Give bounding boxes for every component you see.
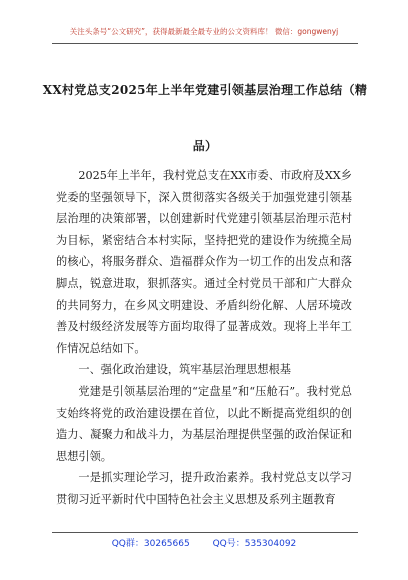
document-body xyxy=(56,165,352,511)
section-heading: 一、强化政治建设，筑牢基层治理思想根基 xyxy=(78,363,291,377)
paragraph: 一是抓实理论学习，提升政治素养。我村党总支以学习贯彻习近平新时代中国特色社会主义思想及系列主题教育 xyxy=(56,471,352,506)
header-divider xyxy=(52,43,358,44)
document-title: XX村党总支2025年上半年党建引领基层治理工作总结（精品） xyxy=(42,83,368,153)
paragraph: 党建是引领基层治理的“定盘星”和“压舱石”。我村党总支始终将党的政治建设摆在首位，以此不断提高党组织的创造力、凝聚力和战斗力，为基层治理提供坚强的政治保证和思想引领。 xyxy=(56,384,352,463)
footer-divider xyxy=(52,532,358,533)
qq-number: QQ号：535304092 xyxy=(212,539,297,549)
paragraph-intro: 2025年上半年，我村党总支在XX市委、市政府及XX乡党委的坚强领导下，深入贯彻落实各级关于加强党建引领基层治理的决策部署，以创建新时代党建引领基层治理示范村为目标，紧密结合本村实际，坚持把党的建设作为统揽全局的核心，将服务群众、造福群众作为一切工作的出发点和落脚点，锐意进取，狠抓落实。通过全村党员干部和广大群众的共同努力，在乡风文明建设、矛盾纠纷化解、人居环境改善及村级经济发展等方面均取得了显著成效。现将上半年工作情况总结如下。 xyxy=(56,169,352,355)
header-banner: 关注头条号“公文研究”，获得最新最全最专业的公文资料库！ 微信：gongwenyj xyxy=(69,27,339,36)
footer xyxy=(0,536,408,549)
qq-group: QQ群：30265665 xyxy=(111,539,190,549)
